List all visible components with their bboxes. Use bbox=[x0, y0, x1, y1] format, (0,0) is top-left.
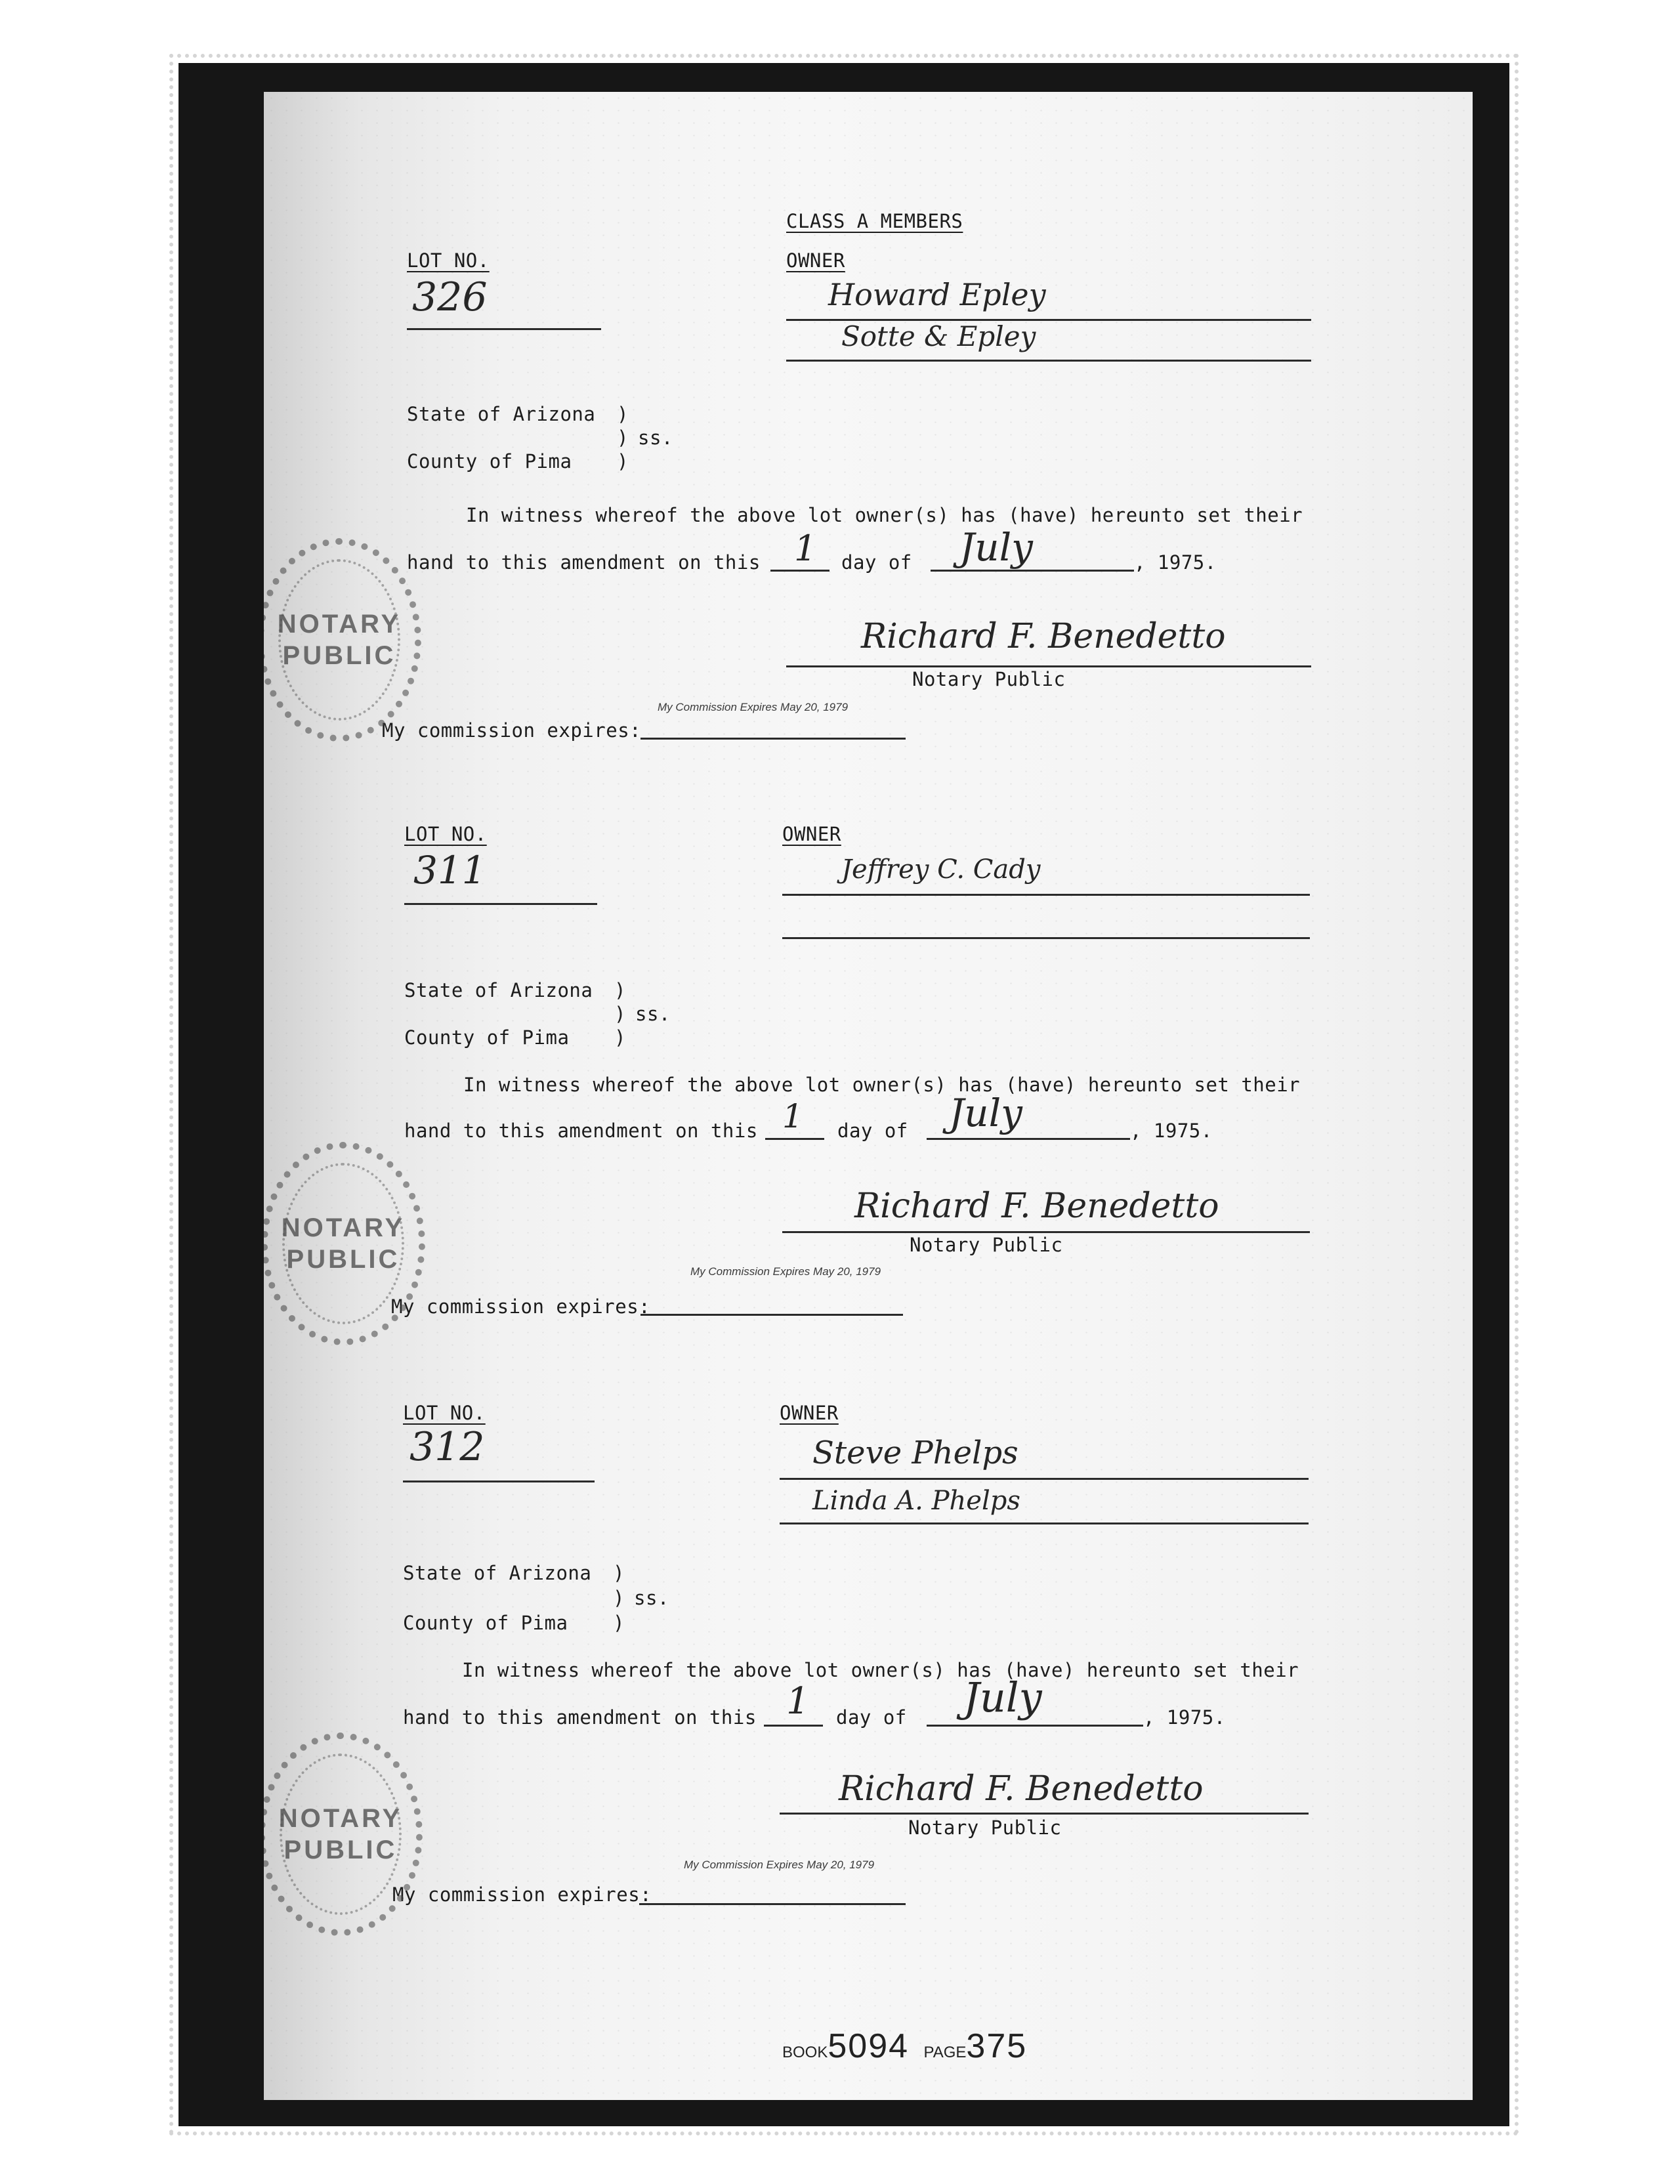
state-label: State of Arizona bbox=[404, 979, 593, 1001]
scan-frame bbox=[178, 63, 1509, 2126]
day-line bbox=[765, 1138, 824, 1140]
notary-signature: Richard F. Benedetto bbox=[854, 1186, 1219, 1226]
commission-line bbox=[640, 1314, 903, 1316]
month-line bbox=[927, 1138, 1130, 1140]
lot-number: 326 bbox=[412, 274, 488, 320]
bracket: ) bbox=[613, 1562, 625, 1584]
notary-signature: Richard F. Benedetto bbox=[839, 1769, 1204, 1809]
ss-label: ss. bbox=[638, 427, 673, 449]
county-label: County of Pima bbox=[407, 450, 572, 472]
county-label: County of Pima bbox=[404, 1026, 570, 1049]
month-line bbox=[931, 570, 1134, 572]
owner-line bbox=[786, 360, 1311, 362]
year-label: , 1975. bbox=[1143, 1706, 1226, 1729]
owner-signature: Jeffrey C. Cady bbox=[841, 854, 1041, 885]
witness-text: In witness whereof the above lot owner(s) has (have) hereunto set their bbox=[463, 1074, 1301, 1096]
witness-text: hand to this amendment on this bbox=[404, 1120, 758, 1142]
lot-label: LOT NO. bbox=[403, 1402, 486, 1424]
owner-line bbox=[782, 894, 1310, 896]
owner-signature: Sotte & Epley bbox=[841, 320, 1036, 352]
witness-text: hand to this amendment on this bbox=[407, 551, 761, 574]
commission-stamp: My Commission Expires May 20, 1979 bbox=[684, 1858, 875, 1871]
day-line bbox=[764, 1725, 823, 1727]
lot-number: 311 bbox=[413, 848, 486, 892]
lot-line bbox=[407, 328, 601, 330]
document-page bbox=[264, 92, 1473, 2100]
witness-text: In witness whereof the above lot owner(s) has (have) hereunto set their bbox=[462, 1659, 1299, 1681]
ss-label: ss. bbox=[635, 1003, 671, 1025]
bracket: ) bbox=[617, 427, 629, 449]
commission-line bbox=[639, 1903, 906, 1905]
witness-text: hand to this amendment on this bbox=[403, 1706, 757, 1729]
owner-signature: Howard Epley bbox=[828, 277, 1046, 312]
owner-signature: Linda A. Phelps bbox=[812, 1486, 1020, 1516]
month-value: July bbox=[963, 1673, 1042, 1721]
year-label: , 1975. bbox=[1130, 1120, 1213, 1142]
lot-label: LOT NO. bbox=[407, 249, 490, 272]
notary-seal: NOTARY PUBLIC bbox=[264, 538, 421, 742]
notary-public-label: Notary Public bbox=[910, 1234, 1063, 1256]
notary-public-label: Notary Public bbox=[912, 668, 1066, 690]
day-of-label: day of bbox=[837, 1120, 908, 1142]
page-prefix: PAGE bbox=[923, 2044, 967, 2061]
notary-public-label: Notary Public bbox=[908, 1816, 1062, 1839]
month-value: July bbox=[949, 1091, 1022, 1135]
notary-seal: NOTARY PUBLIC bbox=[264, 1732, 423, 1936]
day-value: 1 bbox=[786, 1680, 810, 1723]
bracket: ) bbox=[614, 1003, 626, 1025]
bracket: ) bbox=[614, 979, 626, 1001]
owner-line bbox=[782, 937, 1310, 939]
commission-label: My commission expires: bbox=[392, 1883, 652, 1906]
bracket: ) bbox=[614, 1026, 626, 1049]
witness-text: In witness whereof the above lot owner(s) has (have) hereunto set their bbox=[466, 504, 1303, 526]
page-number: 375 bbox=[966, 2027, 1028, 2065]
owner-label: OWNER bbox=[780, 1402, 839, 1424]
day-value: 1 bbox=[794, 528, 817, 569]
day-line bbox=[770, 570, 830, 572]
ss-label: ss. bbox=[634, 1587, 669, 1609]
day-of-label: day of bbox=[841, 551, 912, 574]
owner-label: OWNER bbox=[786, 249, 845, 272]
owner-line bbox=[780, 1478, 1309, 1480]
notary-line bbox=[780, 1813, 1309, 1815]
bracket: ) bbox=[617, 403, 629, 425]
commission-stamp: My Commission Expires May 20, 1979 bbox=[690, 1265, 881, 1278]
notary-signature: Richard F. Benedetto bbox=[861, 617, 1226, 656]
notary-seal: NOTARY PUBLIC bbox=[264, 1142, 425, 1345]
lot-line bbox=[404, 903, 597, 905]
month-line bbox=[927, 1725, 1143, 1727]
state-label: State of Arizona bbox=[407, 403, 596, 425]
book-number: 5094 bbox=[828, 2027, 910, 2065]
bracket: ) bbox=[613, 1587, 625, 1609]
lot-number: 312 bbox=[410, 1424, 485, 1470]
notary-line bbox=[786, 665, 1311, 667]
owner-line bbox=[786, 319, 1311, 321]
class-a-members-heading: CLASS A MEMBERS bbox=[786, 210, 963, 232]
lot-label: LOT NO. bbox=[404, 823, 487, 845]
commission-line bbox=[640, 738, 906, 740]
owner-signature: Steve Phelps bbox=[812, 1435, 1018, 1471]
owner-line bbox=[780, 1522, 1309, 1524]
year-label: , 1975. bbox=[1134, 551, 1217, 574]
book-page-reference bbox=[782, 2026, 1027, 2066]
commission-stamp: My Commission Expires May 20, 1979 bbox=[658, 701, 849, 713]
county-label: County of Pima bbox=[403, 1612, 568, 1634]
day-of-label: day of bbox=[836, 1706, 907, 1729]
book-prefix: BOOK bbox=[782, 2044, 828, 2061]
notary-line bbox=[782, 1231, 1310, 1233]
bracket: ) bbox=[617, 450, 629, 472]
bracket: ) bbox=[613, 1612, 625, 1634]
owner-label: OWNER bbox=[782, 823, 841, 845]
day-value: 1 bbox=[782, 1097, 803, 1135]
commission-label: My commission expires: bbox=[391, 1295, 651, 1318]
lot-line bbox=[403, 1480, 595, 1482]
state-label: State of Arizona bbox=[403, 1562, 592, 1584]
commission-label: My commission expires: bbox=[382, 719, 642, 742]
month-value: July bbox=[959, 525, 1033, 570]
